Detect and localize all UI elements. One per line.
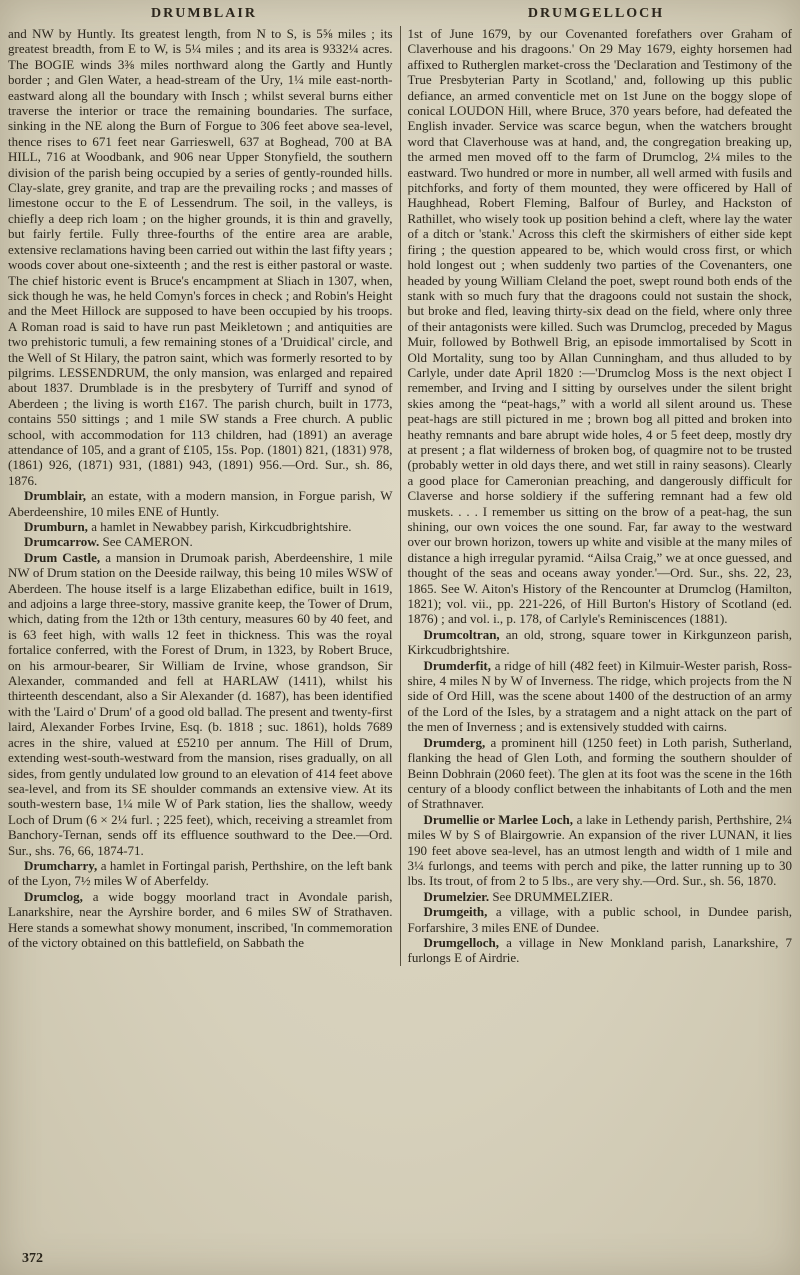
entry-drumelzier-body: See DRUMMELZIER.	[492, 888, 613, 904]
entry-drumellie-lead: Drumellie or Marlee Loch,	[423, 811, 574, 827]
left-column	[8, 26, 400, 966]
entry-drumclog	[8, 889, 393, 951]
entry-drumderg-lead: Drumderg,	[423, 734, 486, 750]
entry-drumburn-body: a hamlet in Newabbey parish, Kirkcudbrightshire.	[91, 519, 352, 534]
entry-drumcharry-body: a hamlet in Fortingal parish, Perthshire, on the left bank of the Lyon, 7½ miles W of Aberfeldy.	[8, 857, 393, 889]
entry-drumellie-body: a lake in Lethendy parish, Perthshire, 2¼ miles W by S of Blairgowrie. An expansion of the river LUNAN, it lies 190 feet above sea-level, has an utmost length and width of 1 mile and 3¼ furlongs, and teems with perch and pike, the latter running up to 30 lbs. Its trout, of from 2 to 5 lbs., are very shy.—Ord. Sur., sh. 56, 1870.	[407, 811, 793, 889]
entry-drum-castle	[8, 550, 393, 858]
entry-drumelzier-lead: Drumelzier.	[423, 888, 490, 904]
entry-drumcoltran-lead: Drumcoltran,	[423, 626, 500, 642]
entry-drumclog-continued-body: 1st of June 1679, by our Covenanted forefathers over Graham of Claverhouse and his dragoons.' On 29 May 1679, eighty horsemen had affixed to Rutherglen market-cross the 'Declaration and Testimony of the True Presbyterian Party in Scotland,' and, following up this public defiance, an armed conventicle met on 1st June on the boggy slope of conical LOUDON Hill, where Bruce, 370 years before, had defeated the English invader. Service was scarce begun, when the watchers brought word that Claverhouse was at hand, and, the congregation breaking up, the armed men moved off to the farm of Drumclog, 2¼ miles to the eastward. Two hundred or more in number, all well armed with fusils and pitchforks, and forty of them mounted, they were officered by Hall of Haughhead, Robert Fleming, Balfour of Burley, and Hackston of Rathillet, who wisely took up position behind a cleft, where lay the water of a ditch or 'stank.' Across this cleft the skirmishers of either side kept firing ; the question appeared to be, which would cross first, or which hold longest out ; when suddenly two parties of the Covenanters, one headed by young William Cleland the poet, swept round both ends of the stank with so much fury that the dragoons could not sustain the shock, but broke and fled, leaving thirty-six dead on the field, where only three of their antagonists were killed. Such was Drumclog, preceded by Magus Muir, followed by Bothwell Brig, an episode immortalised by Scott in Old Mortality, sung too by Allan Cunningham, and thus alluded to by Carlyle, under date April 1820 :—'Drumclog Moss is the next object I remember, and Irving and I sitting by ourselves under the silent bright skies among the “peat-hags,” with a world all silent around us. These peat-hags are still pictured in me ; brown bog all pitted and broken into heathy remnants and bare abrupt wide holes, 4 or 5 feet deep, mostly dry at present ; a flat wilderness of broken bog, of quagmire not to be trusted (probably wetter in old days there, and wet still in rainy seasons). Clearly a good place for Cameronian preaching, and dangerously difficult for Claverse and horse soldiery if the suffering remnant had a few old muskets. . . . I remember us sitting on the brow of a peat-hag, the sun shining, our own voices the one sound. Far, far away to the westward over our brown horizon, towers up white and visible at the many miles of distance a high irregular pyramid. “Ailsa Craig,” we at once guessed, and thought of the seas and oceans away yonder.'—Ord. Sur., shs. 22, 23, 1865. See W. Aiton's History of the Rencounter at Drumclog (Hamilton, 1821); vol. vii., pp. 221-226, of Hill Burton's History of Scotland (ed. 1876) ; and vol. i., p. 178, of Carlyle's Reminiscences (1881).	[407, 26, 792, 627]
entry-drumgeith-body: a village, with a public school, in Dundee parish, Forfarshire, 3 miles ENE of Dundee.	[407, 904, 792, 935]
entry-drumblade-continued-body: and NW by Huntly. Its greatest length, from N to S, is 5⅝ miles ; its greatest breadth, from E to W, is 5¼ miles ; and its area is 9332¼ acres. The BOGIE winds 3⅜ miles northward along the Gartly and Huntly border ; and Glen Water, a head-stream of the Ury, 1¼ mile east-north-eastward along all the boundary with Insch ; whilst several burns either traverse the interior or trace the remaining boundaries. The surface, sinking in the NE along the Burn of Forgue to 306 feet above sea-level, thence rises to 671 feet near Garrieswell, 637 at Boghead, 700 at BA HILL, 716 at Woodbank, and 906 near Upper Stonyfield, the southern division of the parish being occupied by a series of gently-rounded hills. Clay-slate, grey granite, and trap are the prevailing rocks ; and masses of limestone occur to the E of Lessendrum. The soil, in the valleys, is chiefly a deep rich loam ; on the higher grounds, it is thin and gravelly, but fairly fertile. Fully three-fourths of the entire area are arable, extensive reclamations having been carried out within the last fifty years ; woods cover about one-sixteenth ; and the rest is either pastoral or waste. The chief historic event is Bruce's encampment at Sliach in 1307, when, sick though he was, he held Comyn's forces in check ; and Robin's Height and the Meet Hillock are supposed to have been occupied by his troops. A Roman road is said to have run past Meikletown ; and antiquities are two prehistoric tumuli, a few remaining stones of a 'Druidical' circle, and the Well of St Hilary, the patron saint, which was formerly resorted to by pilgrims. LESSENDRUM, the only mansion, was enlarged and repaired about 1837. Drumblade is in the presbytery of Turriff and synod of Aberdeen ; the living is worth £167. The parish church, built in 1773, contains 550 sittings ; and 1 mile SW stands a Free church. A public school, with accommodation for 113 children, had (1891) an average attendance of 105, and a grant of £105, 15s. Pop. (1801) 821, (1831) 978, (1861) 926, (1871) 931, (1881) 943, (1891) 956.—Ord. Sur., sh. 86, 1876.	[8, 26, 393, 488]
entry-drumburn-lead: Drumburn,	[24, 519, 88, 534]
entry-drumblade-continued	[8, 26, 393, 488]
entry-drumcoltran-body: an old, strong, square tower in Kirkgunzeon parish, Kirkcudbrightshire.	[407, 626, 793, 658]
entry-drum-castle-body: a mansion in Drumoak parish, Aberdeenshire, 1 mile NW of Drum station on the Deeside railway, this being 10 miles WSW of Aberdeen. The house itself is a large Elizabethan edifice, built in 1619, and adjoins a large three-story, massive granite keep, the Tower of Drum, which, dating from the 12th or 13th century, measures 60 by 40 feet, and is 63 feet high, with walls 12 feet in thickness. This was the royal fortalice conferred, with the Forest of Drum, in 1323, by Robert Bruce, on his armour-bearer, Sir William de Irvine, whose grandson, Sir Alexander, commanded and fell at HARLAW (1411), whilst his thirteenth descendant, also a Sir Alexander (d. 1687), has been identified with the 'Laird o' Drum' of a good old ballad. The present and twenty-first laird, Alexander Forbes Irvine, Esq. (b. 1818 ; suc. 1861), holds 7689 acres in the shire, valued at £5210 per annum. The Hill of Drum, extending west-south-westward from the mansion, rises gradually, on all sides, from gently undulated low ground to an elevation of 414 feet above sea-level, and from its SE shoulder commands an extensive view. At its south-western base, 1¼ mile W of Park station, lies the shallow, weedy Loch of Drum (6 × 2¼ furl. ; 225 feet), which, receiving a streamlet from Banchory-Ternan, sends off its effluence southward to the Dee.—Ord. Sur., shs. 76, 66, 1874-71.	[8, 549, 393, 858]
running-head	[8, 6, 792, 22]
entry-drumderfit-lead: Drumderfit,	[423, 657, 492, 673]
page-number: 372	[22, 1251, 43, 1266]
entry-drumblair-lead: Drumblair,	[24, 488, 86, 504]
entry-drumellie	[408, 812, 793, 889]
text-columns	[8, 26, 792, 966]
entry-drumcarrow	[8, 534, 393, 549]
entry-drumclog-continued	[408, 26, 793, 627]
entry-drumclog-lead: Drumclog,	[24, 888, 83, 904]
entry-drumgeith	[408, 904, 793, 935]
entry-drumgeith-lead: Drumgeith,	[423, 904, 488, 920]
running-head-left: DRUMBLAIR	[151, 6, 257, 21]
entry-drumderg-body: a prominent hill (1250 feet) in Loth parish, Sutherland, flanking the head of Glen Loth, and forming the southern shoulder of Beinn Dobhrain (2060 feet). The glen at its foot was the scene in the 16th century of a bloody conflict between the inhabitants of Loth and the men of Strathnaver.	[407, 734, 793, 812]
entry-drumgelloch	[408, 935, 793, 966]
running-head-right: DRUMGELLOCH	[527, 6, 665, 21]
entry-drumelzier	[408, 889, 793, 904]
right-column	[401, 26, 793, 966]
entry-drumblair	[8, 488, 393, 519]
entry-drumgelloch-body: a village in New Monkland parish, Lanarkshire, 7 furlongs E of Airdrie.	[407, 934, 792, 966]
entry-drumcoltran	[408, 627, 793, 658]
entry-drumburn	[8, 519, 393, 534]
entry-drumderg	[408, 735, 793, 812]
entry-drumcharry	[8, 858, 393, 889]
entry-drumgelloch-lead: Drumgelloch,	[423, 934, 499, 950]
entry-drumcharry-lead: Drumcharry,	[24, 857, 98, 873]
entry-drumderfit-body: a ridge of hill (482 feet) in Kilmuir-Wester parish, Ross-shire, 4 miles N by W of Inverness. The ridge, which projects from the N side of Ord Hill, was the scene about 1400 of the destruction of an army of the Lord of the Isles, by a stratagem and a night attack on the part of the men of Inverness ; and is extensively studded with cairns.	[407, 657, 792, 735]
entry-drumblair-body: an estate, with a modern mansion, in Forgue parish, W Aberdeenshire, 10 miles ENE of Huntly.	[8, 488, 393, 519]
entry-drumcarrow-body: See CAMERON.	[102, 534, 193, 550]
entry-drum-castle-lead: Drum Castle,	[24, 549, 101, 565]
entry-drumcarrow-lead: Drumcarrow.	[24, 534, 100, 550]
entry-drumderfit	[408, 658, 793, 735]
entry-drumclog-body: a wide boggy moorland tract in Avondale parish, Lanarkshire, near the Ayrshire border, and 6 miles SW of Strathaven. Here stands a somewhat showy monument, inscribed, 'In commemoration of the victory obtained on this battlefield, on Sabbath the	[8, 888, 393, 950]
